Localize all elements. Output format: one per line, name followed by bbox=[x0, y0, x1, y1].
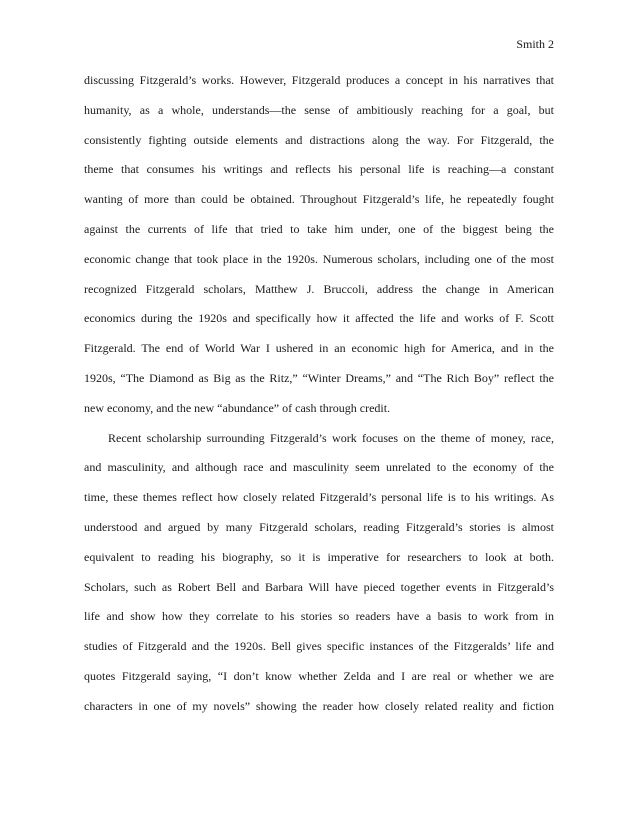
text-line: and masculinity, and although race and masculinity seem unrelated to the economy of the bbox=[84, 460, 554, 475]
text-line: 1920s, “The Diamond as Big as the Ritz,” “Winter Dreams,” and “The Rich Boy” reflect the bbox=[84, 370, 554, 385]
body-text bbox=[84, 66, 554, 722]
text-line: economic change that took place in the 1920s. Numerous scholars, including one of the most bbox=[84, 251, 554, 266]
text-line: studies of Fitzgerald and the 1920s. Bell gives specific instances of the Fitzgeralds’ life and bbox=[84, 639, 554, 654]
text-line: equivalent to reading his biography, so it is imperative for researchers to look at both. bbox=[84, 549, 554, 564]
text-line: consistently fighting outside elements and distractions along the way. For Fitzgerald, the bbox=[84, 132, 554, 147]
text-line: quotes Fitzgerald saying, “I don’t know whether Zelda and I are real or whether we are bbox=[84, 668, 554, 683]
text-line: economics during the 1920s and specifically how it affected the life and works of F. Scott bbox=[84, 311, 554, 326]
text-line: against the currents of life that tried to take him under, one of the biggest being the bbox=[84, 221, 554, 236]
text-line: humanity, as a whole, understands—the sense of ambitiously reaching for a goal, but bbox=[84, 102, 554, 117]
text-line: characters in one of my novels” showing the reader how closely related reality and fiction bbox=[84, 698, 554, 713]
text-line: theme that consumes his writings and reflects his personal life is reaching—a constant bbox=[84, 162, 554, 177]
running-head-page-number: Smith 2 bbox=[516, 37, 554, 51]
text-line: Fitzgerald. The end of World War I ushered in an economic high for America, and in the bbox=[84, 341, 554, 356]
text-line: wanting of more than could be obtained. Throughout Fitzgerald’s life, he repeatedly fought bbox=[84, 192, 554, 207]
text-line: Scholars, such as Robert Bell and Barbara Will have pieced together events in Fitzgerald’s bbox=[84, 579, 554, 594]
text-line: discussing Fitzgerald’s works. However, Fitzgerald produces a concept in his narratives that bbox=[84, 73, 554, 87]
text-line: life and show how they correlate to his stories so readers have a basis to work from in bbox=[84, 609, 554, 624]
text-line: time, these themes reflect how closely related Fitzgerald’s personal life is to his writings. As bbox=[84, 490, 554, 505]
paragraph-end-line: new economy, and the new “abundance” of cash through credit. bbox=[84, 400, 391, 415]
text-line: understood and argued by many Fitzgerald scholars, reading Fitzgerald’s stories is almost bbox=[84, 519, 554, 534]
paragraph-start-line: Recent scholarship surrounding Fitzgerald’s work focuses on the theme of money, race, bbox=[108, 430, 554, 445]
text-line: recognized Fitzgerald scholars, Matthew J. Bruccoli, address the change in American bbox=[84, 281, 554, 296]
